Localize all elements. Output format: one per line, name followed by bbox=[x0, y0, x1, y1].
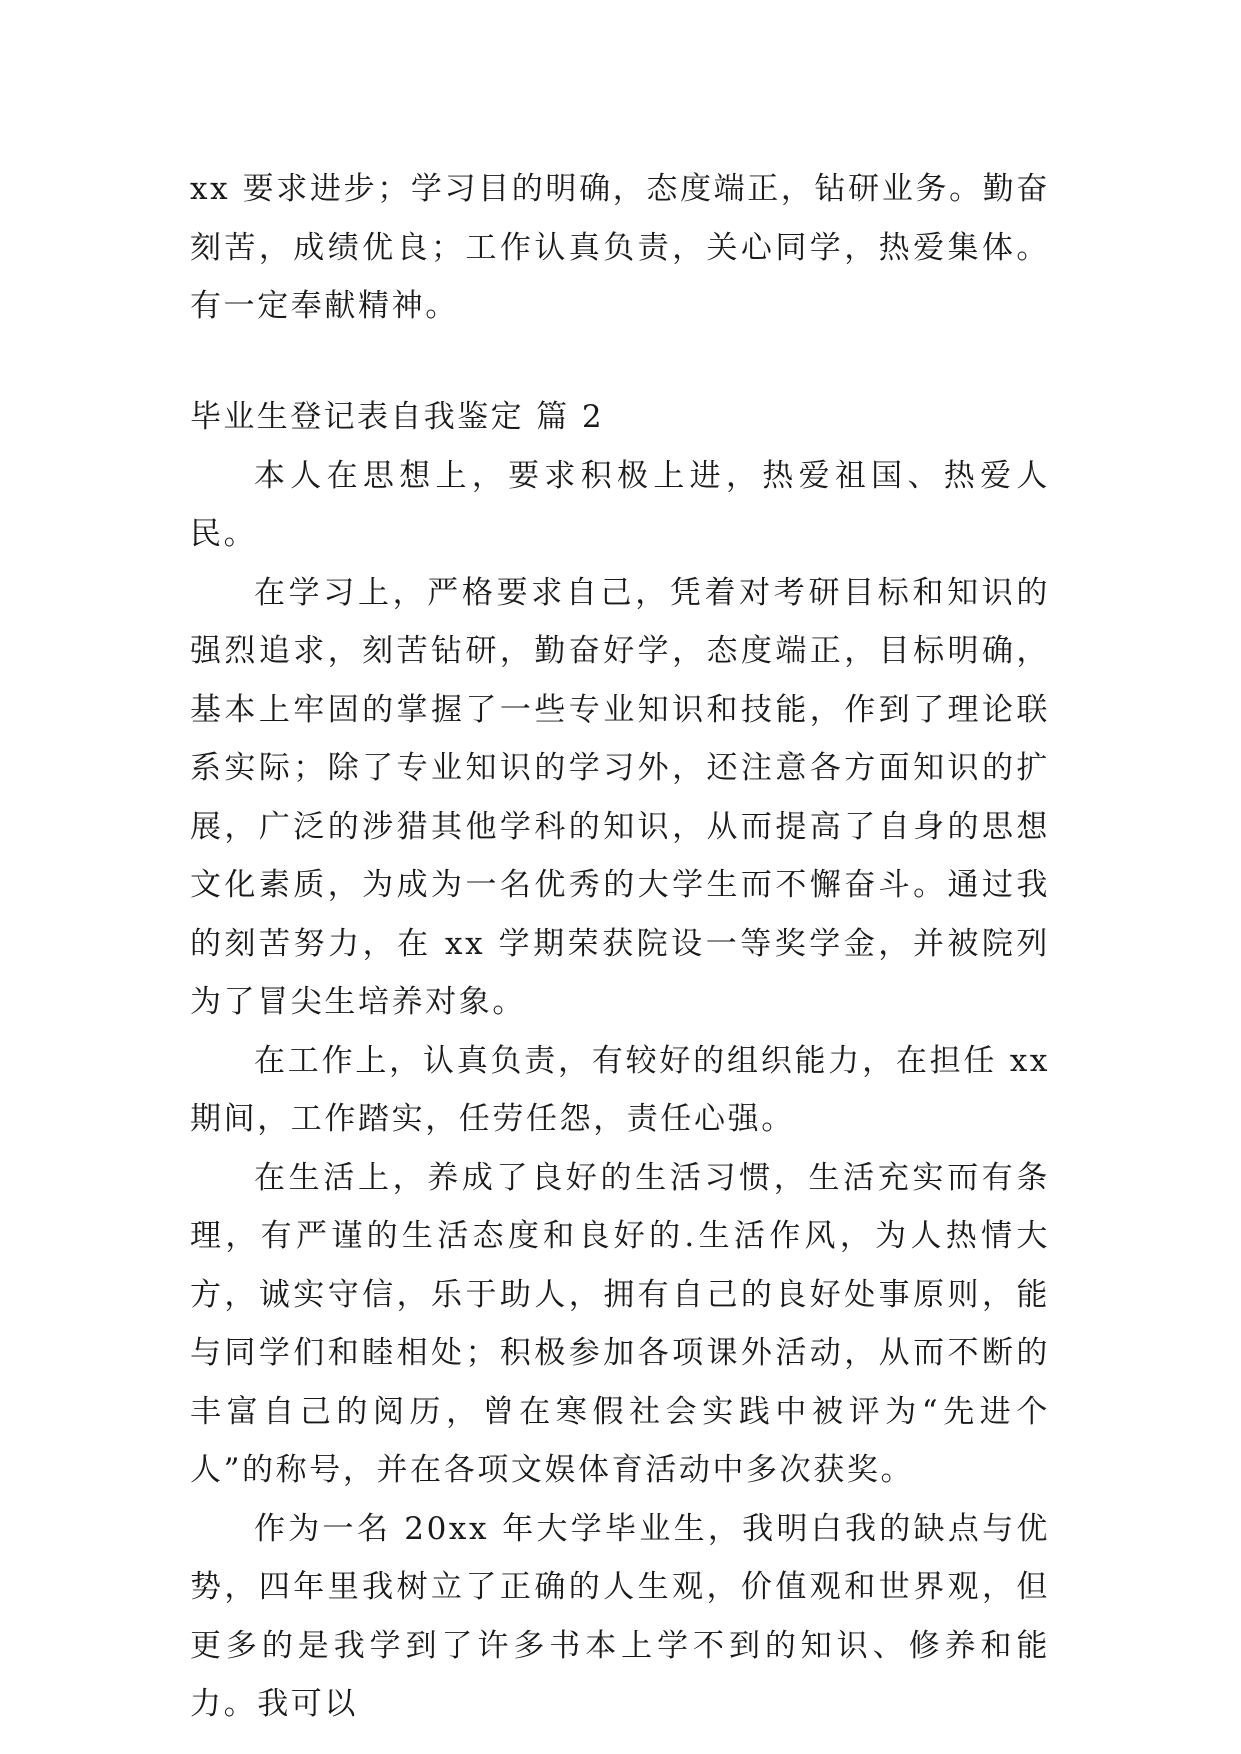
section-title: 毕业生登记表自我鉴定 篇 2 bbox=[190, 399, 605, 435]
intro-paragraph: xx 要求进步；学习目的明确，态度端正，钻研业务。勤奋刻苦，成绩优良；工作认真负责，关心同学，热爱集体。有一定奉献精神。 bbox=[190, 171, 1050, 324]
paragraph-life: 在生活上，养成了良好的生活习惯，生活充实而有条理，有严谨的生活态度和良好的.生活作风，为人热情大方，诚实守信，乐于助人，拥有自己的良好处事原则，能与同学们和睦相处；积极参加各项课外活动，从而不断的丰富自己的阅历，曾在寒假社会实践中被评为“先进个人”的称号，并在各项文娱体育活动中多次获奖。 bbox=[190, 1159, 1050, 1488]
paragraph-graduate: 作为一名 20xx 年大学毕业生，我明白我的缺点与优势，四年里我树立了正确的人生观，价值观和世界观，但更多的是我学到了许多书本上学不到的知识、修养和能力。我可以 bbox=[190, 1510, 1050, 1722]
paragraph-work: 在工作上，认真负责，有较好的组织能力，在担任 xx 期间，工作踏实，任劳任怨，责任心强。 bbox=[190, 1042, 1050, 1137]
paragraph-thought: 本人在思想上，要求积极上进，热爱祖国、热爱人民。 bbox=[190, 457, 1050, 552]
paragraph-study: 在学习上，严格要求自己，凭着对考研目标和知识的强烈追求，刻苦钻研，勤奋好学，态度端正，目标明确，基本上牢固的掌握了一些专业知识和技能，作到了理论联系实际；除了专业知识的学习外，还注意各方面知识的扩展，广泛的涉猎其他学科的知识，从而提高了自身的思想文化素质，为成为一名优秀的大学生而不懈奋斗。通过我的刻苦努力，在 xx 学期荣获院设一等奖学金，并被院列为了冒尖生培养对象。 bbox=[190, 574, 1050, 1020]
section-block bbox=[190, 388, 1050, 1734]
intro-block bbox=[190, 160, 1050, 336]
